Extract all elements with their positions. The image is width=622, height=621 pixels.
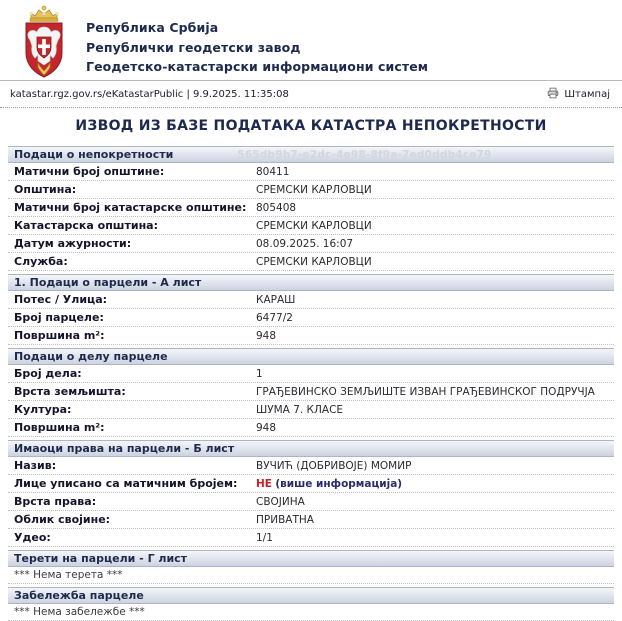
section-heading-text: Имаоци права на парцели - Б лист xyxy=(14,442,235,455)
row-value: 1/1 xyxy=(256,531,273,544)
row-label: Назив: xyxy=(14,459,57,472)
row-value: СРЕМСКИ КАРЛОВЦИ xyxy=(256,219,372,232)
table-row xyxy=(8,235,614,253)
table-row xyxy=(8,529,614,547)
empty-note: *** Нема терета *** xyxy=(8,567,614,584)
row-label: Број парцеле: xyxy=(14,311,104,324)
org-line-country: Република Србија xyxy=(86,20,219,36)
section-header-parcela-a-list xyxy=(8,274,614,291)
table-row xyxy=(8,419,614,437)
page-header xyxy=(0,0,622,80)
row-value: 948 xyxy=(256,329,277,342)
print-button[interactable] xyxy=(547,87,610,102)
table-row xyxy=(8,309,614,327)
location-text: katastar.rgz.gov.rs/eKatastarPublic | 9.9.2025. 11:35:08 xyxy=(10,88,289,100)
row-value: СРЕМСКИ КАРЛОВЦИ xyxy=(256,255,372,268)
record-uuid: 565db9b7-e2dc-4e98-8f9a-7ed0ddb4ce79 xyxy=(237,148,492,161)
section-heading-text: Подаци о непокретности xyxy=(14,148,174,161)
row-label: Потес / Улица: xyxy=(14,293,108,306)
org-line-authority: Републички геодетски завод xyxy=(86,39,301,55)
table-row xyxy=(8,199,614,217)
table-row xyxy=(8,383,614,401)
row-label: Број дела: xyxy=(14,367,82,380)
row-value: ШУМА 7. КЛАСЕ xyxy=(256,403,344,416)
org-line-system: Геодетско-катастарски информациони систем xyxy=(86,59,429,75)
row-label: Култура: xyxy=(14,403,72,416)
table-row xyxy=(8,291,614,309)
table-row xyxy=(8,327,614,345)
section-nepokretnost xyxy=(8,146,614,271)
more-information-link[interactable]: (више информација) xyxy=(275,477,403,490)
table-row xyxy=(8,181,614,199)
section-tereti-g-list xyxy=(8,550,614,584)
table-row xyxy=(8,511,614,529)
document-body xyxy=(0,146,622,621)
organization-titles xyxy=(86,6,428,76)
coat-of-arms-icon xyxy=(18,3,70,79)
row-label: Општина: xyxy=(14,183,77,196)
row-value: СВОЈИНА xyxy=(256,495,305,508)
row-label: Лице уписано са матичним бројем: xyxy=(14,477,238,490)
row-label: Површина m²: xyxy=(14,329,105,342)
row-value: 805408 xyxy=(256,201,297,214)
row-label: Датум ажурности: xyxy=(14,237,132,250)
row-value: ГРАЂЕВИНСКО ЗЕМЉИШТЕ ИЗВАН ГРАЂЕВИНСКОГ ПОДРУЧЈА xyxy=(256,385,595,398)
section-header-tereti-g-list xyxy=(8,550,614,567)
section-heading-text: Терети на парцели - Г лист xyxy=(14,552,188,565)
location-bar xyxy=(0,81,622,107)
section-deo-parcele xyxy=(8,348,614,437)
row-label: Катастарска општина: xyxy=(14,219,158,232)
row-value xyxy=(256,478,614,490)
section-header-imaoci-b-list xyxy=(8,440,614,457)
row-label: Површина m²: xyxy=(14,421,105,434)
table-row xyxy=(8,401,614,419)
row-label: Матични број општине: xyxy=(14,165,165,178)
section-imaoci-b-list xyxy=(8,440,614,547)
section-heading-text: 1. Подаци о парцели - А лист xyxy=(14,276,202,289)
section-heading-text: Подаци о делу парцеле xyxy=(14,350,168,363)
row-value: 80411 xyxy=(256,165,290,178)
registration-status-flag: НЕ xyxy=(256,477,272,490)
row-label: Врста права: xyxy=(14,495,97,508)
row-value: 08.09.2025. 16:07 xyxy=(256,237,354,250)
empty-note: *** Нема забележбе *** xyxy=(8,604,614,621)
table-row xyxy=(8,457,614,475)
print-label: Штампај xyxy=(564,88,610,100)
table-row xyxy=(8,475,614,493)
section-zabelezba-parcele xyxy=(8,587,614,621)
row-label: Удео: xyxy=(14,531,51,544)
table-row xyxy=(8,217,614,235)
section-header-zabelezba-parcele xyxy=(8,587,614,604)
row-value: 6477/2 xyxy=(256,311,293,324)
row-label: Облик својине: xyxy=(14,513,111,526)
section-header-deo-parcele xyxy=(8,348,614,365)
row-value: ВУЧИЋ (ДОБРИВОЈЕ) МОМИР xyxy=(256,459,412,472)
row-label: Служба: xyxy=(14,255,68,268)
page-title: ИЗВОД ИЗ БАЗЕ ПОДАТАКА КАТАСТРА НЕПОКРЕТНОСТИ xyxy=(75,118,547,134)
table-row xyxy=(8,253,614,271)
row-label: Матични број катастарске општине: xyxy=(14,201,247,214)
sections-container xyxy=(8,146,614,621)
row-value: 1 xyxy=(256,367,263,380)
row-value: 948 xyxy=(256,421,277,434)
section-parcela-a-list xyxy=(8,274,614,345)
printer-icon xyxy=(547,87,559,102)
row-label: Врста земљишта: xyxy=(14,385,126,398)
row-value: ПРИВАТНА xyxy=(256,513,314,526)
table-row xyxy=(8,493,614,511)
section-heading-text: Забележба парцеле xyxy=(14,589,144,602)
table-row xyxy=(8,163,614,181)
row-value: СРЕМСКИ КАРЛОВЦИ xyxy=(256,183,372,196)
row-value: КАРАШ xyxy=(256,293,296,306)
table-row xyxy=(8,365,614,383)
section-header-nepokretnost xyxy=(8,146,614,163)
